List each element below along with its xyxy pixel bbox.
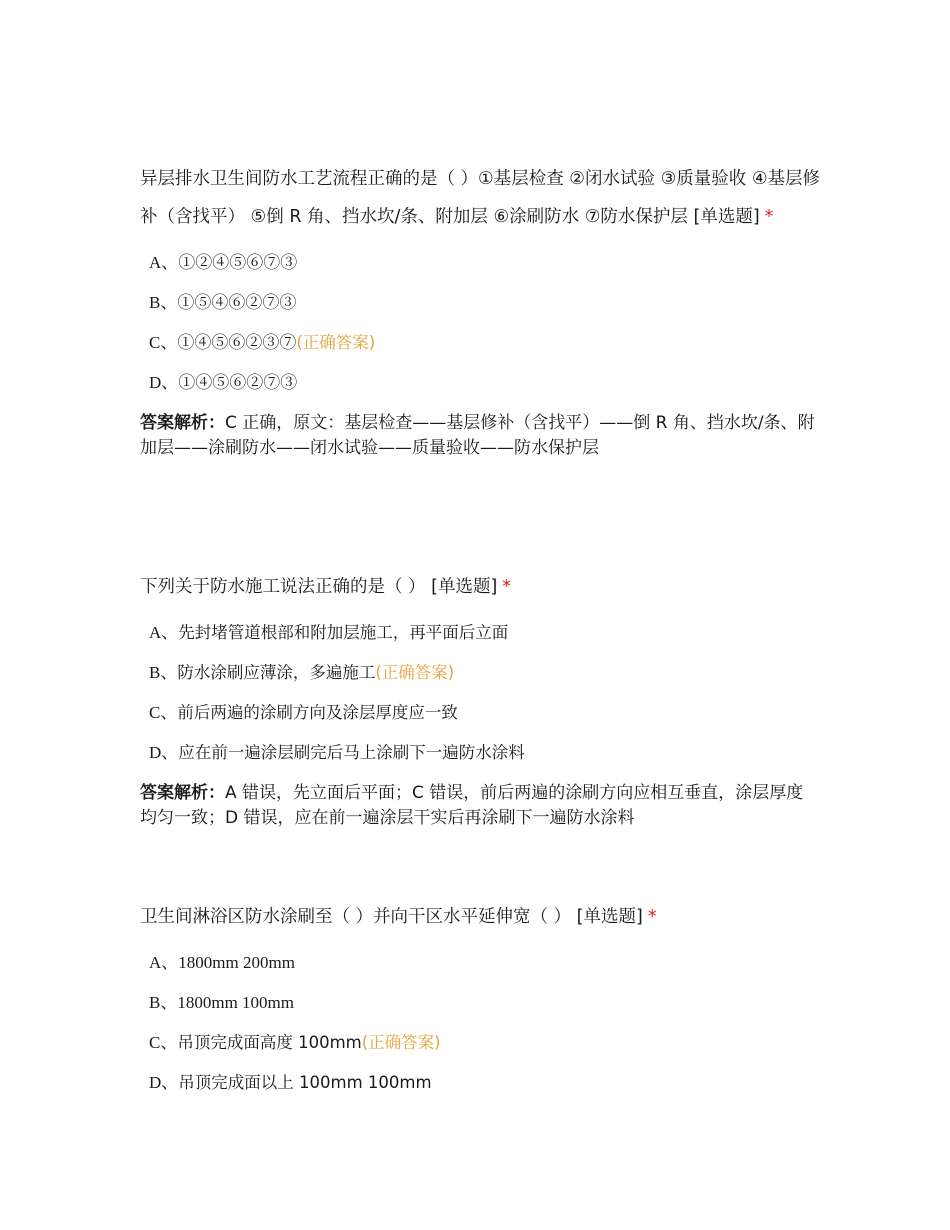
option-text: ①④⑤⑥②③⑦ xyxy=(177,333,297,352)
question-1 xyxy=(140,160,820,461)
option-b[interactable] xyxy=(149,653,820,693)
question-2 xyxy=(140,568,820,831)
option-text: 先封堵管道根部和附加层施工，再平面后立面 xyxy=(178,623,509,642)
question-stem xyxy=(140,568,820,606)
analysis-text: C 正确，原文：基层检查——基层修补（含找平）——倒 R 角、挡水坎/条、附加层——涂刷防水——闭水试验——质量验收——防水保护层 xyxy=(140,413,815,458)
correct-answer-tag: (正确答案) xyxy=(296,333,376,352)
option-text: ①②④⑤⑥⑦③ xyxy=(178,253,298,272)
option-d[interactable] xyxy=(149,1063,820,1103)
answer-analysis xyxy=(140,781,820,831)
option-text: 1800mm 100mm xyxy=(177,993,294,1012)
correct-answer-tag: (正确答案) xyxy=(361,1033,441,1052)
option-a[interactable] xyxy=(149,613,820,653)
analysis-label: 答案解析： xyxy=(140,413,225,433)
option-a[interactable] xyxy=(149,943,820,983)
option-text: 吊顶完成面高度 100mm xyxy=(177,1033,362,1052)
question-stem xyxy=(140,160,820,236)
question-text: 卫生间淋浴区防水涂刷至（ ）并向干区水平延伸宽（ ） [单选题] xyxy=(140,907,643,927)
option-list xyxy=(140,613,820,773)
option-d[interactable] xyxy=(149,363,820,403)
option-text: 1800mm 200mm xyxy=(178,953,295,972)
required-mark: * xyxy=(502,577,512,597)
option-letter: B、 xyxy=(149,293,178,312)
option-letter: B、 xyxy=(149,663,178,682)
option-letter: D、 xyxy=(149,1073,179,1092)
option-letter: A、 xyxy=(149,953,179,972)
option-b[interactable] xyxy=(149,283,820,323)
option-text: 防水涂刷应薄涂，多遍施工 xyxy=(177,663,376,682)
option-text: 前后两遍的涂刷方向及涂层厚度应一致 xyxy=(177,703,458,722)
question-3 xyxy=(140,898,820,1103)
question-text: 异层排水卫生间防水工艺流程正确的是（ ）①基层检查 ②闭水试验 ③质量验收 ④基层修补（含找平） ⑤倒 R 角、挡水坎/条、附加层 ⑥涂刷防水 ⑦防水保护层 [单选题] xyxy=(140,169,821,227)
option-text: ①④⑤⑥②⑦③ xyxy=(178,373,298,392)
option-list xyxy=(140,243,820,403)
option-letter: A、 xyxy=(149,623,179,642)
option-letter: C、 xyxy=(149,703,178,722)
required-mark: * xyxy=(647,907,657,927)
option-list xyxy=(140,943,820,1103)
option-letter: D、 xyxy=(149,373,179,392)
answer-analysis xyxy=(140,411,820,461)
analysis-label: 答案解析： xyxy=(140,783,225,803)
question-stem xyxy=(140,898,820,936)
option-a[interactable] xyxy=(149,243,820,283)
option-letter: C、 xyxy=(149,1033,178,1052)
required-mark: * xyxy=(764,207,774,227)
option-letter: D、 xyxy=(149,743,179,762)
option-letter: B、 xyxy=(149,993,178,1012)
option-c[interactable] xyxy=(149,1023,820,1063)
option-text: 应在前一遍涂层刷完后马上涂刷下一遍防水涂料 xyxy=(178,743,525,762)
question-text: 下列关于防水施工说法正确的是（ ） [单选题] xyxy=(140,577,498,597)
option-letter: C、 xyxy=(149,333,178,352)
analysis-text: A 错误，先立面后平面；C 错误，前后两遍的涂刷方向应相互垂直，涂层厚度均匀一致；D 错误，应在前一遍涂层干实后再涂刷下一遍防水涂料 xyxy=(140,783,804,828)
option-c[interactable] xyxy=(149,323,820,363)
option-b[interactable] xyxy=(149,983,820,1023)
option-d[interactable] xyxy=(149,733,820,773)
option-c[interactable] xyxy=(149,693,820,733)
option-text: 吊顶完成面以上 100mm 100mm xyxy=(178,1073,432,1092)
option-letter: A、 xyxy=(149,253,179,272)
option-text: ①⑤④⑥②⑦③ xyxy=(177,293,297,312)
correct-answer-tag: (正确答案) xyxy=(375,663,455,682)
